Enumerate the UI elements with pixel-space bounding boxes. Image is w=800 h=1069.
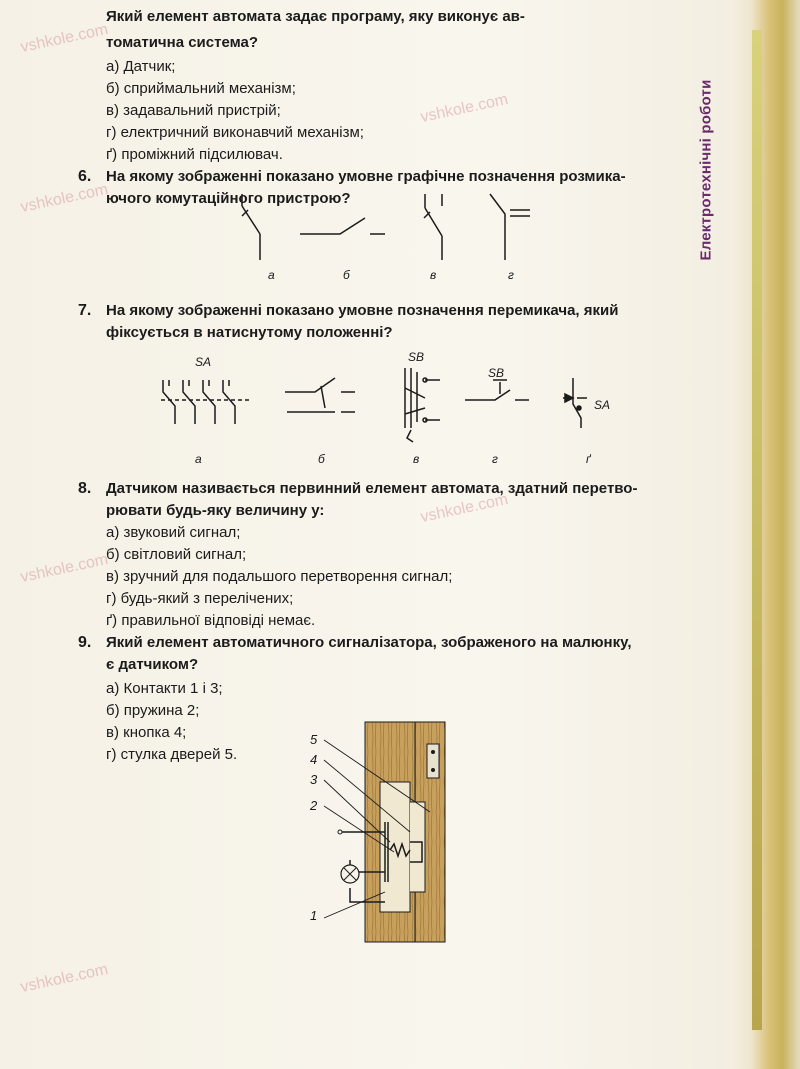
q8-number: 8. xyxy=(78,480,92,497)
q6-line1: На якому зображенні показано умовне графічне позначення розмика- xyxy=(106,168,626,185)
q5-line1: Який елемент автомата задає програму, яку виконує ав- xyxy=(106,8,525,25)
q7-symbol-sa-e: SA xyxy=(594,398,611,412)
q7-figure xyxy=(155,368,625,448)
watermark: vshkole.com xyxy=(19,960,110,997)
q9-figure-label-5: 5 xyxy=(310,732,318,747)
q7-label-b: б xyxy=(318,452,325,466)
q8-line1: Датчиком називається первинний елемент автомата, здатний перетво- xyxy=(106,480,638,497)
q9-line2: є датчиком? xyxy=(106,656,199,673)
q7-label-e: ґ xyxy=(586,452,591,466)
q6-line2: ючого комутаційного пристрою? xyxy=(106,190,351,207)
q7-label-d: г xyxy=(492,452,498,466)
q9-option-a: а) Контакти 1 і 3; xyxy=(106,680,223,697)
q5-option-d: г) електричний виконавчий механізм; xyxy=(106,124,364,141)
q5-option-a: а) Датчик; xyxy=(106,58,176,75)
q6-symbol-b xyxy=(300,218,385,234)
q8-option-c: в) зручний для подальшого перетворення сигнал; xyxy=(106,568,453,585)
q5-option-e: ґ) проміжний підсилювач. xyxy=(106,146,283,163)
q6-symbol-d xyxy=(490,194,530,260)
watermark: vshkole.com xyxy=(19,180,110,217)
q9-figure-label-4: 4 xyxy=(310,752,318,767)
q7-symbol-sa-a: SA xyxy=(195,355,212,369)
q7-symbol-a xyxy=(163,380,235,424)
q7-line1: На якому зображенні показано умовне позначення перемикача, який xyxy=(106,302,619,319)
q9-number: 9. xyxy=(78,634,92,651)
q8-option-a: а) звуковий сигнал; xyxy=(106,524,241,541)
q7-label-c: в xyxy=(413,452,420,466)
watermark: vshkole.com xyxy=(19,20,110,57)
q7-symbol-d xyxy=(465,380,529,400)
q7-line2: фіксується в натиснутому положенні? xyxy=(106,324,393,341)
q9-line1: Який елемент автоматичного сигналізатора, зображеного на малюнку, xyxy=(106,634,632,651)
q7-symbol-sb-d: SB xyxy=(488,366,505,380)
q7-symbol-e xyxy=(563,378,587,428)
q6-label-c: в xyxy=(430,268,437,282)
q9-figure xyxy=(330,722,510,942)
q9-option-c: в) кнопка 4; xyxy=(106,724,187,741)
q7-symbol-sb-c: SB xyxy=(408,350,425,364)
q7-symbol-b xyxy=(285,378,355,412)
q6-label-a: а xyxy=(268,268,275,282)
q6-label-d: г xyxy=(508,268,514,282)
watermark: vshkole.com xyxy=(419,490,510,527)
q9-figure-label-2: 2 xyxy=(310,798,318,813)
q9-figure-label-1: 1 xyxy=(310,908,318,923)
q9-option-d: г) стулка дверей 5. xyxy=(106,746,238,763)
q7-number: 7. xyxy=(78,302,92,319)
watermark: vshkole.com xyxy=(19,550,110,587)
q9-option-b: б) пружина 2; xyxy=(106,702,200,719)
q6-figure xyxy=(230,194,550,264)
watermark: vshkole.com xyxy=(419,90,510,127)
q9-figure-label-3: 3 xyxy=(310,772,318,787)
section-tab-label: Електротехнічні роботи xyxy=(697,79,715,261)
hinge xyxy=(427,744,439,778)
q6-symbol-a xyxy=(242,194,260,260)
q7-label-a: а xyxy=(195,452,202,466)
q5-line2: томатична система? xyxy=(106,34,258,51)
q6-number: 6. xyxy=(78,168,92,185)
q6-symbol-c xyxy=(425,194,442,260)
q8-option-b: б) світловий сигнал; xyxy=(106,546,247,563)
q5-option-b: б) сприймальний механізм; xyxy=(106,80,296,97)
q6-label-b: б xyxy=(343,268,350,282)
q5-option-c: в) задавальний пристрій; xyxy=(106,102,281,119)
q8-line2: рювати будь-яку величину у: xyxy=(106,502,325,519)
q8-option-d: г) будь-який з перелічених; xyxy=(106,590,294,607)
q8-option-e: ґ) правильної відповіді немає. xyxy=(106,612,316,629)
